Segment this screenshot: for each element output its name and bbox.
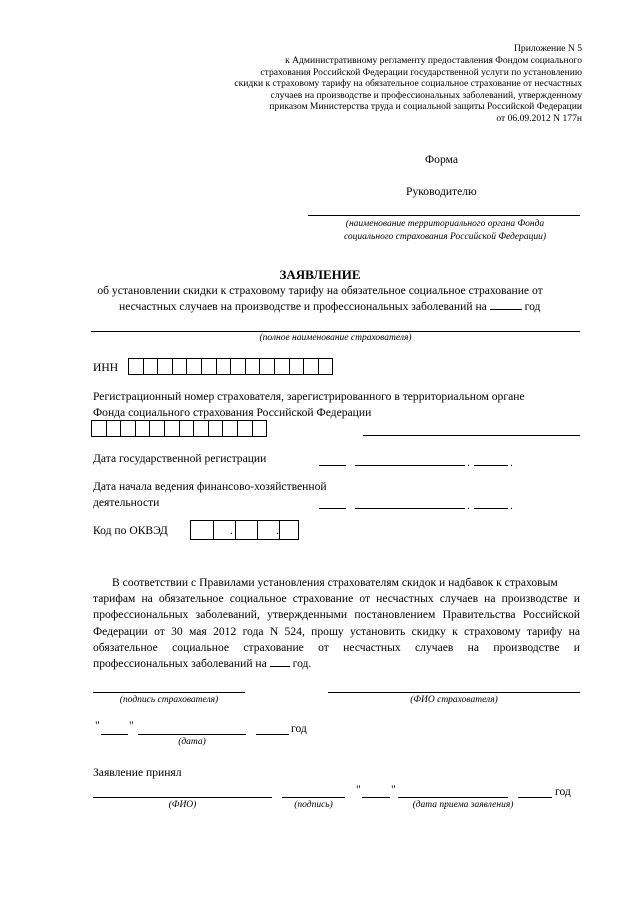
accepted-label: Заявление принял bbox=[93, 766, 182, 779]
sign-year-label: год bbox=[291, 722, 307, 735]
insurer-caption: (полное наименование страхователя) bbox=[259, 333, 412, 343]
header-line: приказом Министерства труда и социальной защиты Российской Федерации bbox=[269, 101, 582, 113]
addressee-caption: (наименование территориального органа Фонда социального страхования Российской Федерации) bbox=[343, 219, 547, 242]
insurer-signature-caption: (подпись страхователя) bbox=[119, 695, 219, 705]
activity-day-line[interactable] bbox=[319, 508, 346, 509]
header-line: к Административному регламенту предоставления Фондом социального bbox=[285, 55, 582, 66]
sign-day-line[interactable] bbox=[101, 734, 128, 735]
quote-open: " bbox=[95, 719, 100, 732]
header-line: от 06.09.2012 N 177н bbox=[496, 112, 582, 124]
title-subtitle-1: об установлении скидки к страховому тарифу на обязательное социальное страхование от bbox=[97, 284, 543, 297]
page-title: ЗАЯВЛЕНИЕ bbox=[279, 267, 361, 282]
reg-number-boxes[interactable] bbox=[91, 420, 267, 437]
insurer-fio-line[interactable] bbox=[328, 692, 580, 693]
accepted-day-line[interactable] bbox=[362, 797, 390, 798]
accepted-signature-line[interactable] bbox=[282, 797, 345, 798]
separator-dot: . bbox=[467, 499, 470, 512]
okved-label: Код по ОКВЭД bbox=[93, 524, 168, 537]
okved-boxes[interactable]: . . bbox=[190, 520, 299, 540]
sign-date-caption: (дата) bbox=[178, 737, 206, 747]
inn-boxes[interactable] bbox=[128, 358, 333, 375]
accepted-date-caption: (дата приема заявления) bbox=[412, 800, 514, 810]
accepted-quote-open: " bbox=[356, 783, 361, 796]
year-blank[interactable] bbox=[490, 300, 522, 310]
header-line: страхования Российской Федерации государственной услуги по установлению bbox=[260, 66, 582, 78]
discount-year-blank[interactable] bbox=[270, 657, 290, 667]
form-label: Форма bbox=[425, 153, 458, 166]
header-line: скидки к страховому тарифу на обязательное социальное страхование от несчастных bbox=[234, 78, 582, 90]
activity-month-line[interactable] bbox=[355, 508, 465, 509]
insurer-signature-line[interactable] bbox=[93, 692, 245, 693]
state-reg-label: Дата государственной регистрации bbox=[93, 452, 267, 465]
request-paragraph: В соответствии с Правилами установления страхователям скидок и надбавок к страховым тарифам на обязательное социальное страхование от несчастных случаев на производстве и профессиональных заболеваний, утвержденными постановлением Правительства Российской Федерации от 30 мая 2012 года N 524, прошу установить скидку к страховому тарифу на обязательное социальное страхование от несчастных случаев на производстве и профессиональных заболеваний на год. bbox=[93, 576, 580, 671]
separator-dot: . bbox=[467, 456, 470, 469]
sign-year-line[interactable] bbox=[256, 734, 289, 735]
sign-month-line[interactable] bbox=[138, 734, 246, 735]
accepted-quote-close: " bbox=[391, 783, 396, 796]
appendix-number: Приложение N 5 bbox=[513, 43, 582, 54]
reg-number-label: Регистрационный номер страхователя, зарегистрированного в территориальном органе Фонда социального страхования Российской Федерации bbox=[93, 390, 525, 419]
activity-year-line[interactable] bbox=[474, 508, 508, 509]
title-subtitle-2: несчастных случаев на производстве и профессиональных заболеваний на год bbox=[119, 300, 541, 313]
accepted-fio-caption: (ФИО) bbox=[168, 800, 197, 810]
activity-start-label: Дата начала ведения финансово-хозяйственной деятельности bbox=[93, 480, 327, 509]
header-line: случаев на производстве и профессиональных заболеваний, утвержденному bbox=[270, 89, 582, 101]
accepted-year-line[interactable] bbox=[518, 797, 552, 798]
accepted-year-label: год bbox=[555, 785, 571, 798]
insurer-fio-caption: (ФИО страхователя) bbox=[410, 695, 498, 705]
separator-dot: . bbox=[510, 456, 513, 469]
accepted-fio-line[interactable] bbox=[93, 797, 272, 798]
state-reg-day-line[interactable] bbox=[319, 465, 346, 466]
state-reg-month-line[interactable] bbox=[355, 465, 465, 466]
inn-label: ИНН bbox=[93, 361, 119, 374]
reg-number-line[interactable] bbox=[363, 435, 580, 436]
accepted-month-line[interactable] bbox=[398, 797, 508, 798]
separator-dot: . bbox=[510, 499, 513, 512]
accepted-signature-caption: (подпись) bbox=[294, 800, 333, 810]
state-reg-year-line[interactable] bbox=[474, 465, 508, 466]
insurer-name-line[interactable] bbox=[91, 331, 580, 332]
quote-close: " bbox=[129, 719, 134, 732]
addressee-line[interactable] bbox=[308, 215, 580, 216]
header-reference bbox=[182, 55, 582, 125]
addressee-title: Руководителю bbox=[406, 185, 477, 198]
